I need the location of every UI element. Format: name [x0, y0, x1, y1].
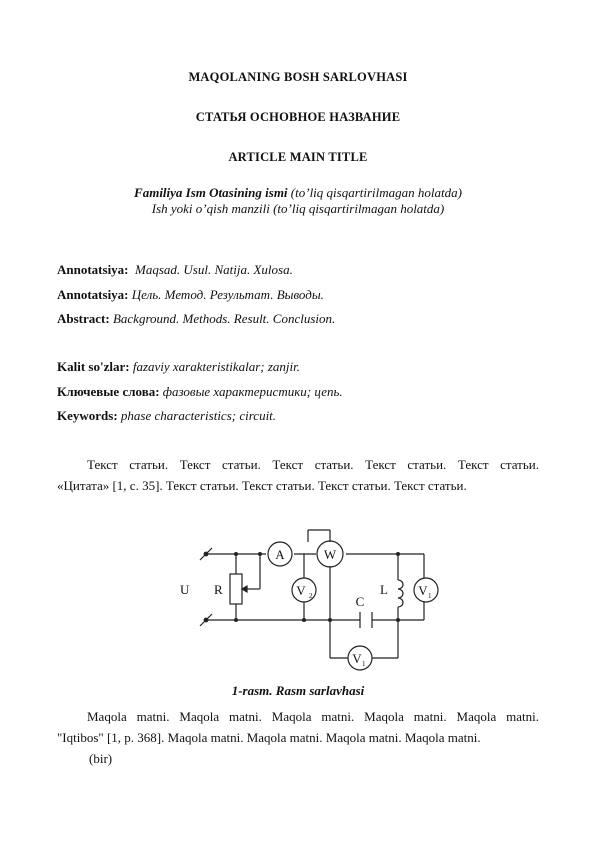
author-affiliation: Ish yoki o’qish manzili (to’liq qisqartirilmagan holatda) — [151, 201, 445, 216]
abstract-en-label: Abstract: — [57, 311, 110, 326]
author-name-note: (to’liq qisqartirilmagan holatda) — [290, 185, 462, 200]
abstract-ru — [57, 287, 324, 303]
body-paragraph-uz — [57, 706, 539, 769]
ammeter-label: A — [275, 547, 285, 562]
capacitor-label: C — [355, 594, 365, 609]
title-uz: MAQOLANING BOSH SARLOVHASI — [188, 70, 408, 84]
figure-caption: 1-rasm. Rasm sarlavhasi — [231, 683, 365, 698]
abstract-en — [57, 311, 335, 327]
wattmeter-label: W — [323, 547, 337, 562]
author-name: Familiya Ism Otasining ismi — [134, 185, 288, 200]
keywords-uz — [57, 359, 300, 375]
abstract-uz-label: Annotatsiya: — [57, 262, 129, 277]
v1-bottom-subscript: 1 — [362, 660, 366, 668]
keywords-en — [57, 408, 276, 424]
v2-label: V — [296, 583, 306, 598]
v1-right-label: V — [418, 583, 428, 598]
author-line — [0, 185, 596, 201]
keywords-ru — [57, 384, 343, 400]
title-ru: СТАТЬЯ ОСНОВНОЕ НАЗВАНИЕ — [195, 110, 401, 124]
body-uz-line-2: "Iqtibos" [1, p. 368]. Maqola matni. Maqola matni. Maqola matni. Maqola matni. — [57, 730, 481, 745]
keywords-uz-label: Kalit so'zlar: — [57, 359, 130, 374]
body-uz-line-3: (bir) — [89, 751, 113, 766]
abstract-en-text: Background. Methods. Result. Conclusion. — [112, 311, 336, 326]
body-ru-line-2: «Цитата» [1, с. 35]. Текст статьи. Текст статьи. Текст статьи. Текст статьи. — [57, 478, 467, 493]
keywords-ru-text: фазовые характеристики; цепь. — [162, 384, 343, 399]
body-uz-line-1: Maqola matni. Maqola matni. Maqola matni. Maqola matni. Maqola matni. — [87, 709, 539, 724]
inductor-label: L — [380, 582, 388, 597]
keywords-en-label: Keywords: — [57, 408, 118, 423]
abstract-ru-text: Цель. Метод. Результат. Выводы. — [131, 287, 324, 302]
title-en: ARTICLE MAIN TITLE — [228, 150, 368, 164]
v1-right-subscript: 1 — [428, 592, 432, 600]
body-ru-line-1: Текст статьи. Текст статьи. Текст статьи. Текст статьи. Текст статьи. — [87, 457, 539, 472]
abstract-uz — [57, 262, 293, 278]
abstract-uz-text: Maqsad. Usul. Natija. Xulosa. — [135, 262, 293, 277]
abstract-ru-label: Annotatsiya: — [57, 287, 129, 302]
keywords-ru-label: Ключевые слова: — [57, 384, 160, 399]
keywords-uz-text: fazaviy xarakteristikalar; zanjir. — [132, 359, 301, 374]
v2-subscript: 2 — [309, 592, 313, 600]
body-paragraph-ru — [57, 454, 539, 496]
v1-bottom-label: V — [352, 651, 362, 666]
source-label: U — [180, 582, 190, 597]
resistor-label: R — [214, 582, 223, 597]
circuit-figure — [170, 518, 450, 674]
keywords-en-text: phase characteristics; circuit. — [120, 408, 277, 423]
